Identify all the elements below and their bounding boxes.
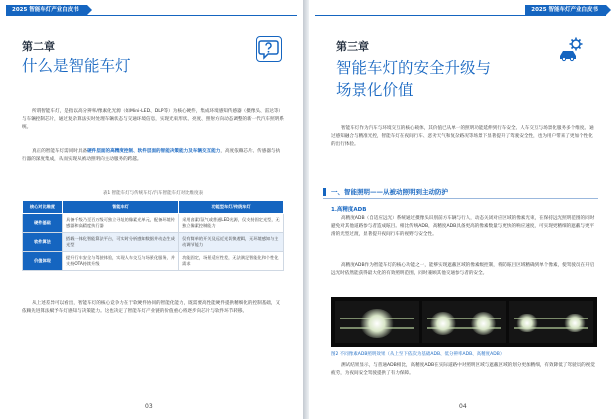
definition-rest: ，高度依赖芯片、传感器与执行器的深度集成，从而实现从被动照明向主动服务的跨越。 [22, 149, 281, 162]
subsection-title: 1.高精度ADB [331, 207, 367, 213]
header-rule [6, 15, 297, 16]
figure-panel-low-res-adb [422, 301, 506, 343]
adb-paragraph: 高精度ADB（自适应远光）系统通过摄像头识别前方车辆与行人，动态关闭对应区域的像素光束，在保持远光照明范围的同时避免对其他道路参与者造成眩目。相比传统ADB，高精度ADB具备更高的像素数量与更快的响应速度，可实现更精细的遮蔽与更平滑的光型过渡，显著提升夜间行车的视野与安全性。 [331, 216, 595, 237]
section-divider [323, 198, 598, 199]
definition-lead: 真正的智能车灯需同时具备 [32, 149, 88, 154]
result-paragraph: 测试结果显示，与普通ADB相比，高精度ADB在实际道路中对照明区域与遮蔽区域的划分更加精细，有效降低了驾驶员的视觉疲劳，为夜间安全驾驶提供了有力保障。 [331, 363, 595, 376]
table-caption: 表1 智能车灯与传统车灯/汽车智能车灯对比维度表 [102, 191, 204, 196]
figure-panel-high-res-adb [509, 301, 593, 343]
table-cell-smart: 提升行车安全与驾驶体验，实现人车交互与场景化服务，并支持OTA持续升级 [63, 252, 179, 271]
chapter-title: 什么是智能车灯 [22, 57, 131, 75]
chapter-label: 第三章 [336, 40, 369, 53]
definition-highlight: 硬件层面的高精度控制、软件层面的智能决策能力及车辆交互能力 [87, 149, 221, 154]
table-row [23, 252, 284, 271]
page-number: 03 [145, 403, 153, 410]
header-tag: 2025 智能车灯产业白皮书 [6, 5, 87, 16]
comparison-table [22, 200, 284, 271]
chapter-title-line2: 场景化价值 [336, 81, 414, 99]
table-header-dimension: 核心对比维度 [23, 201, 63, 214]
car-gear-icon [557, 36, 583, 62]
summary-paragraph: 从上述差异可以看出，智能车灯的核心竞争力在于软硬件协同的智能化能力，既需要高性能硬件提供精细化的控制基础，又依赖先进算法赋予车灯感知与决策能力。这也决定了智能车灯产业链的价值重心将逐步向芯片与软件环节转移。 [22, 301, 281, 314]
table-cell-smart: 具备千级乃至百万级可独立寻址的像素光单元，配备环境传感器和高精度执行器 [63, 214, 179, 233]
chapter-title-line1: 智能车灯的安全升级与 [336, 59, 492, 77]
chapter-label: 第二章 [22, 40, 55, 53]
table-cell-smart: 搭载一体化智能算法平台，可实时分析感知数据并动态生成光型 [63, 233, 179, 252]
left-page [0, 0, 303, 419]
header-tag: 2025 智能车灯产业白皮书 [525, 5, 606, 16]
table-row [23, 214, 284, 233]
table-cell-dimension: 软件算法 [23, 233, 63, 252]
table-cell-traditional: 功能固定，场景适应性差，无法满足智能化和个性化需求 [179, 252, 284, 271]
page-number: 04 [459, 403, 467, 410]
table-header-traditional: 功能型车灯/传统车灯 [179, 201, 284, 214]
table-cell-dimension: 硬件基础 [23, 214, 63, 233]
figure-panel-basic-adb [335, 301, 419, 343]
section-title: 一、智能照明——从被动照明到主动防护 [331, 188, 448, 196]
section-marker [323, 188, 326, 196]
table-cell-traditional: 仅有简单的开关及远近光切换逻辑，无环境感知与主动调节能力 [179, 233, 284, 252]
definition-paragraph [22, 148, 284, 164]
header-rule [315, 15, 606, 16]
table-cell-dimension: 价值体现 [23, 252, 63, 271]
intro-paragraph: 智能车灯作为汽车与环境交互的核心载体，其价值已从单一的照明功能延伸到行车安全、人车交互与场景化服务多个维度。通过感知融合与精准光控，智能车灯在夜间行车、恶劣天气和复杂路况等场景下显著提升了驾驶安全性，也为用户带来了更加个性化的出行体验。 [331, 126, 594, 147]
table-header-smart: 智能车灯 [63, 201, 179, 214]
adb-comparison-figure [331, 297, 597, 347]
question-bubble-icon [256, 36, 282, 62]
table-cell-traditional: 采用卤素/氙气或普通LED光源，仅支持固定光型，无独立像素控制能力 [179, 214, 284, 233]
table-row [23, 233, 284, 252]
figure-caption: 图2 不同像素ADB照明效果（从上至下依次为基础ADB、低分辨率ADB、高精度ADB） [331, 352, 505, 357]
intro-paragraph: 所谓智能车灯，是指以高分辨率/像素化光源（如Mini-LED、DLP等）为核心硬件，集成环境感知传感器（摄像头、雷达等）与车辆控制芯片，通过复杂算法实时处理车辆状态与交通环境信息，实现光束形状、亮度、照射方向动态调整的新一代汽车照明系统。 [22, 109, 284, 130]
right-page [309, 0, 612, 419]
adb-detail-paragraph: 高精度ADB作为智能车灯的核心功能之一，能够实现遮蔽区域的像素级控制，将防眩目区域精确到单个像素，使驾驶员在开启远光时依然能获得最大化的有效照明范围，同时兼顾其他交通参与者的安全。 [331, 263, 595, 276]
